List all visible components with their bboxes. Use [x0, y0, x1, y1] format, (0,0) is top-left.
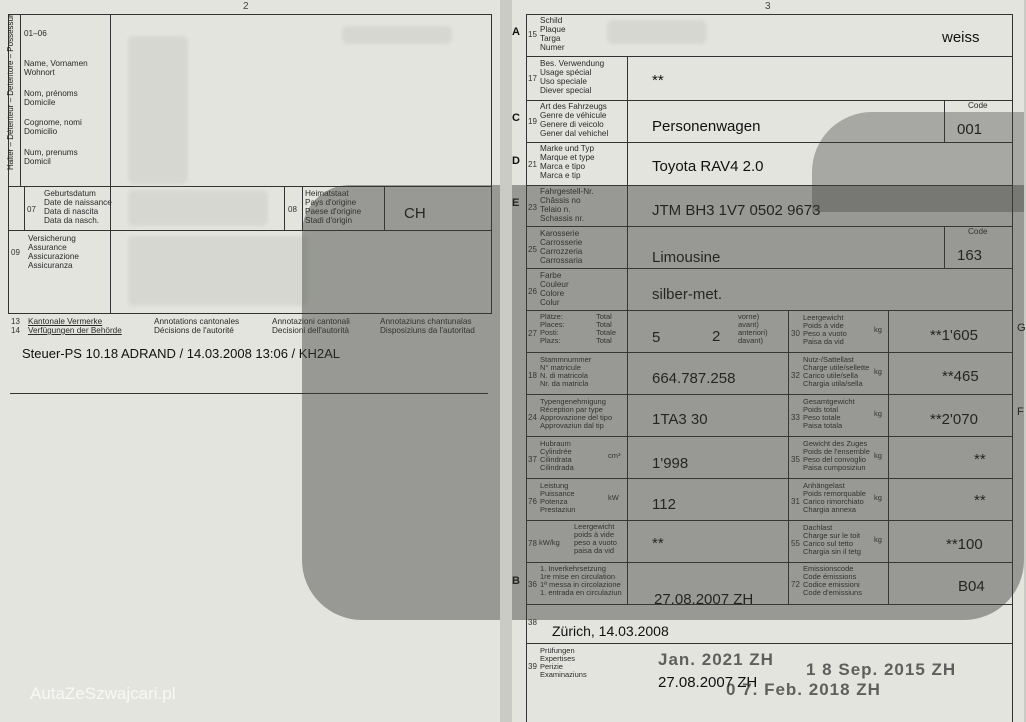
unit-label: cm³ — [608, 451, 621, 460]
field-number: 13 — [11, 317, 20, 326]
field-number: 25 — [528, 245, 537, 254]
field-number: 37 — [528, 455, 537, 464]
rule — [8, 14, 492, 15]
rule — [526, 56, 1013, 57]
redaction — [128, 236, 308, 306]
field-labels: Stammnummer N° matricule N. di matricola Nr. da matricla — [540, 355, 592, 388]
unit-label: kg — [874, 367, 882, 376]
field-labels: Fahrgestell-Nr. Châssis no Telaio n. Schassis nr. — [540, 187, 594, 223]
plate-value: weiss — [942, 29, 980, 46]
shadow — [512, 185, 1024, 620]
matricule-value: 664.787.258 — [652, 370, 736, 387]
unit-label: kW — [608, 493, 619, 502]
field-labels: Karosserie Carrosserie Carrozzeria Carrossaria — [540, 229, 583, 265]
examination-value: 27.08.2007 ZH — [658, 674, 758, 691]
roof-load-value: **100 — [946, 536, 983, 553]
field-number: 27 — [528, 329, 537, 338]
name-labels-it: Cognome, nomi Domicilio — [24, 118, 82, 136]
field-labels: Nutz-/Sattellast Charge utile/sellette Carico utile/sella Chargia utila/sella — [803, 355, 870, 388]
rule — [110, 14, 111, 314]
make-type-value: Toyota RAV4 2.0 — [652, 158, 764, 175]
field-number: 07 — [27, 205, 36, 214]
field-number: 55 — [791, 539, 800, 548]
seats-value: 5 — [652, 329, 661, 346]
annotation-text: Steuer-PS 10.18 ADRAND / 14.03.2008 13:06 / KH2AL — [22, 346, 340, 361]
name-labels-fr: Nom, prénoms Domicile — [24, 89, 78, 107]
redaction — [128, 190, 268, 226]
field-number: 17 — [528, 74, 537, 83]
body-value: Limousine — [652, 249, 721, 266]
rule — [24, 186, 25, 230]
section-letter: E — [512, 197, 520, 209]
unit-label: kg — [874, 535, 882, 544]
page-2 — [0, 0, 500, 722]
field-number: 15 — [528, 30, 537, 39]
section-letter: B — [512, 575, 520, 587]
field-labels: Anhängelast Poids remorquable Carico rimorchiato Chargia annexa — [803, 481, 866, 514]
field-labels: Leergewicht poids à vide peso a vuoto paisa da vid — [574, 522, 617, 555]
rule — [526, 643, 1013, 644]
field-number: 26 — [528, 287, 537, 296]
field-number: 33 — [791, 413, 800, 422]
displacement-value: 1'998 — [652, 455, 689, 472]
unit-label: kg — [874, 325, 882, 334]
code-label: Code — [968, 227, 988, 236]
inspection-stamp: 0 7. Feb. 2018 ZH — [726, 680, 881, 699]
total-weight-value: **2'070 — [930, 411, 978, 428]
inspection-stamp: Jan. 2021 ZH — [658, 650, 774, 669]
type-approval-value: 1TA3 30 — [652, 411, 708, 428]
empty-weight-value: **1'605 — [930, 327, 978, 344]
rule — [20, 14, 21, 186]
watermark: AutaZeSzwajcari.pl — [30, 684, 176, 703]
first-registration-value: 27.08.2007 ZH — [654, 591, 754, 608]
unit-label: kg — [874, 409, 882, 418]
field-labels: Emissionscode Code émissions Codice emissioni Code d'emissiuns — [803, 564, 862, 597]
power-value: 112 — [652, 496, 676, 513]
chassis-value: JTM BH3 1V7 0502 9673 — [652, 202, 821, 219]
origin-value: CH — [404, 205, 426, 222]
field-number: 36 — [528, 580, 537, 589]
front-seats-labels: vorne) avant) anteriori) davant) — [738, 312, 768, 345]
redaction — [342, 26, 452, 44]
field-number: 23 — [528, 203, 537, 212]
field-number: 09 — [11, 248, 20, 257]
front-seats-value: 2 — [712, 328, 721, 345]
field-labels: Bes. Verwendung Usage spécial Uso speciale Diever special — [540, 59, 605, 95]
seats-total-labels: Total Total Totale Total — [596, 312, 617, 345]
emission-code-value: B04 — [958, 578, 985, 595]
field-number: 19 — [528, 117, 537, 126]
rule — [526, 100, 1013, 101]
seats-labels: Plätze: Places: Posti: Plazs: — [540, 312, 565, 345]
rule — [284, 186, 285, 230]
field-number: 18 — [528, 371, 537, 380]
train-weight-value: ** — [974, 451, 986, 468]
redaction — [607, 20, 707, 44]
section-letter: C — [512, 112, 520, 124]
birth-labels: Geburtsdatum Date de naissance Data di nascita Data da nasch. — [44, 189, 112, 225]
field-labels: Schild Plaque Targa Numer — [540, 16, 566, 52]
origin-labels: Heimatstaat Pays d'origine Paese d'origine Stadi d'origin — [305, 189, 362, 225]
page-3 — [512, 0, 1024, 722]
field-labels: Typengenehmigung Réception par type Approvazione del tipo Approvaziun dal tip — [540, 397, 613, 430]
side-letter: G — [1017, 322, 1026, 334]
body-code: 163 — [957, 247, 983, 264]
field-labels: Prüfungen Expertises Perizie Examinaziuns — [540, 646, 587, 679]
redaction — [128, 36, 188, 184]
page-number: 3 — [765, 1, 771, 12]
name-labels-de: Name, Vornamen Wohnort — [24, 59, 88, 77]
section-letter: A — [512, 26, 520, 38]
unit-label: kg — [874, 451, 882, 460]
field-labels: kW/kg — [539, 538, 560, 547]
section-letter: D — [512, 155, 520, 167]
field-labels: Hubraum Cylindrée Cilindrata Cilindrada — [540, 439, 574, 472]
field-number: 72 — [791, 580, 800, 589]
field-number: 14 — [11, 326, 20, 335]
shadow — [302, 185, 500, 620]
color-value: silber-met. — [652, 286, 723, 303]
field-number: 78 — [528, 539, 537, 548]
field-labels: Marke und Typ Marque et type Marca e tipo Marca e tip — [540, 144, 595, 180]
annotations-de: Kantonale Vermerke Verfügungen der Behörde — [28, 317, 122, 335]
holder-vertical-label: Halter – Détenteur – Detentore – Possessur — [6, 14, 15, 170]
annotations-fr: Annotations cantonales Décisions de l'autorité — [154, 317, 240, 335]
annotations-it: Annotazioni cantonali Decisioni dell'autorità — [272, 317, 350, 335]
code-label: Code — [968, 101, 988, 110]
field-labels: Farbe Couleur Colore Colur — [540, 271, 569, 307]
field-number: 21 — [528, 160, 537, 169]
special-use-value: ** — [652, 72, 664, 89]
power-weight-value: ** — [652, 535, 664, 552]
field-number: 39 — [528, 662, 537, 671]
insurance-labels: Versicherung Assurance Assicurazione Assicuranza — [28, 234, 79, 270]
shadow — [812, 112, 1024, 212]
field-number: 38 — [528, 618, 537, 627]
field-01-06: 01–06 — [24, 29, 47, 38]
field-labels: Dachlast Charge sur le toit Carico sul tetto Chargia sin il tetg — [803, 523, 861, 556]
place-date-value: Zürich, 14.03.2008 — [552, 623, 669, 639]
field-number: 76 — [528, 497, 537, 506]
vehicle-kind-code: 001 — [957, 121, 983, 138]
field-number: 32 — [791, 371, 800, 380]
name-labels-rm: Num, prenums Domicil — [24, 148, 78, 166]
annotations-rm: Annotaziuns chantunalas Disposiziuns da l'autoritad — [380, 317, 475, 335]
page-number: 2 — [243, 1, 249, 12]
inspection-stamp: 1 8 Sep. 2015 ZH — [806, 660, 957, 679]
field-labels: Gesamtgewicht Poids total Peso totale Paisa totala — [803, 397, 855, 430]
field-labels: Art des Fahrzeugs Genre de véhicule Genere di veicolo Gener dal vehichel — [540, 102, 609, 138]
field-number: 08 — [288, 205, 297, 214]
field-number: 30 — [791, 329, 800, 338]
field-labels: 1. Inverkehrsetzung 1re mise en circulation 1ª messa in circolazione 1. entrada en circulaziun — [540, 564, 622, 597]
field-labels: Leergewicht Poids à vide Peso a vuoto Paisa da vid — [803, 313, 847, 346]
unit-label: kg — [874, 493, 882, 502]
field-number: 24 — [528, 413, 537, 422]
field-labels: Gewicht des Zuges Poids de l'ensemble Peso del convoglio Paisa cumposiziun — [803, 439, 870, 472]
payload-value: **465 — [942, 368, 979, 385]
field-labels: Leistung Puissance Potenza Prestaziun — [540, 481, 576, 514]
towing-weight-value: ** — [974, 492, 986, 509]
rule — [526, 14, 1013, 15]
field-number: 35 — [791, 455, 800, 464]
side-letter: F — [1017, 406, 1024, 418]
vehicle-kind-value: Personenwagen — [652, 118, 761, 135]
field-number: 31 — [791, 497, 800, 506]
